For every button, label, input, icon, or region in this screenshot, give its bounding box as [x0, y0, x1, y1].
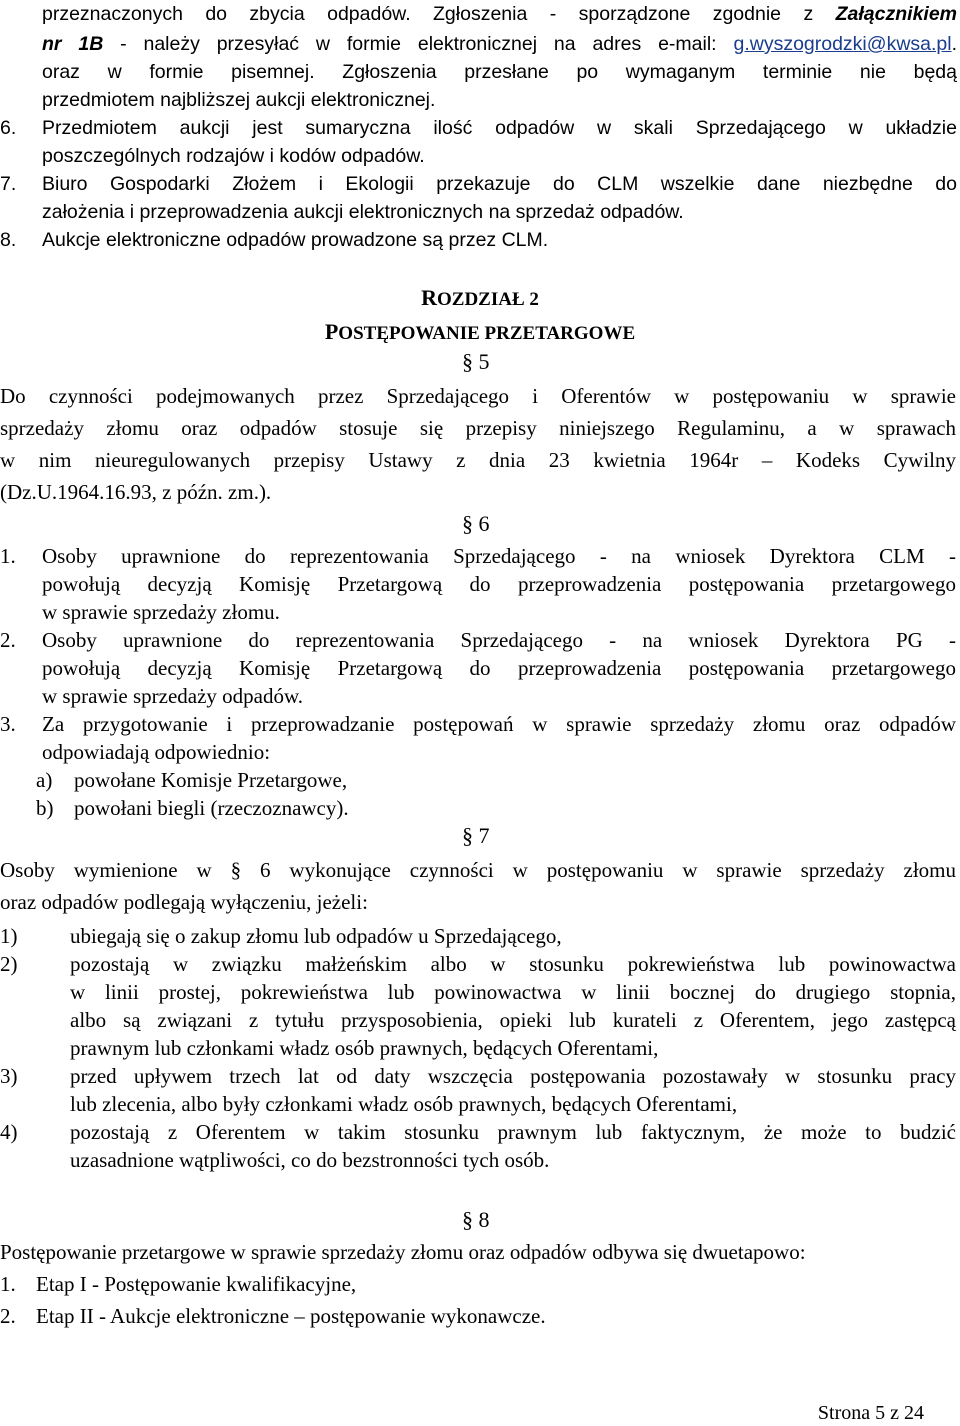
- item-number: 2.: [0, 628, 16, 652]
- text-line: [42, 30, 957, 58]
- text-line: pozostają w związku małżeńskim albo w stosunku pokrewieństwa lub powinowactwa: [70, 952, 956, 976]
- text-line: Biuro Gospodarki Złożem i Ekologii przekazuje do CLM wszelkie dane niezbędne do: [42, 173, 957, 195]
- chapter-title-text: OZDZIAŁ 2: [437, 289, 539, 310]
- text-line: prawnym lub członkami władz osób prawnych, będących Oferentami,: [70, 1036, 659, 1060]
- text-line: Osoby wymienione w § 6 wykonujące czynności w postępowaniu w sprawie sprzedaży złomu: [0, 858, 956, 882]
- text-line: sprzedaży złomu oraz odpadów stosuje się przepisy niniejszego Regulaminu, a w sprawach: [0, 416, 956, 440]
- initial-cap: R: [421, 285, 437, 310]
- sub-item-letter: a): [36, 768, 53, 792]
- text-line: Przedmiotem aukcji jest sumaryczna ilość odpadów w skali Sprzedającego w układzie: [42, 117, 957, 139]
- text-line: w linii prostej, pokrewieństwa lub powinowactwa w linii bocznej do drugiego stopnia,: [70, 980, 956, 1004]
- item-number: 3.: [0, 712, 16, 736]
- page-number: Strona 5 z 24: [817, 1402, 924, 1424]
- item-number: 8.: [0, 229, 17, 251]
- initial-cap: P: [324, 319, 339, 344]
- text-line: powołane Komisje Przetargowe,: [74, 768, 348, 792]
- item-number: 7.: [0, 173, 17, 195]
- item-number: 2): [0, 952, 18, 976]
- text-line: [42, 0, 957, 28]
- text-line: przed upływem trzech lat od daty wszczęcia postępowania pozostawały w stosunku pracy: [70, 1064, 956, 1088]
- email-link[interactable]: g.wyszogrodzki@kwsa.pl: [733, 33, 952, 55]
- text-line: (Dz.U.1964.16.93, z późn. zm.).: [0, 480, 272, 504]
- item-number: 6.: [0, 117, 17, 139]
- item-number: 2.: [0, 1304, 16, 1328]
- text-line: Do czynności podejmowanych przez Sprzedającego i Oferentów w postępowaniu w sprawie: [0, 384, 956, 408]
- text-line: Etap II - Aukcje elektroniczne – postępowanie wykonawcze.: [36, 1304, 546, 1328]
- attachment-ref: nr 1B: [42, 33, 104, 55]
- text-line: albo są związani z tytułu przysposobienia, opieki lub kurateli z Oferentem, jego zastępcą: [70, 1008, 956, 1032]
- period: .: [951, 33, 958, 55]
- item-number: 1.: [0, 544, 16, 568]
- text-line: Aukcje elektroniczne odpadów prowadzone są przez CLM.: [42, 229, 549, 251]
- text-line: ubiegają się o zakup złomu lub odpadów u Sprzedającego,: [70, 924, 562, 948]
- text-line: powołani biegli (rzeczoznawcy).: [74, 796, 349, 820]
- section-sign: § 6: [462, 511, 490, 536]
- item-number: 1.: [0, 1272, 16, 1296]
- text-fragment: - należy przesyłać w formie elektronicznej na adres e-mail:: [120, 33, 717, 55]
- text-line: w sprawie sprzedaży złomu.: [42, 600, 280, 624]
- text-line: założenia i przeprowadzenia aukcji elektronicznych na sprzedaż odpadów.: [42, 201, 684, 223]
- text-line: Za przygotowanie i przeprowadzanie postępowań w sprawie sprzedaży złomu oraz odpadów: [42, 712, 956, 736]
- section-sign: § 7: [462, 823, 490, 848]
- text-line: odpowiadają odpowiednio:: [42, 740, 271, 764]
- chapter-subtitle-text: OSTĘPOWANIE PRZETARGOWE: [338, 323, 636, 344]
- text-line: Osoby uprawnione do reprezentowania Sprzedającego - na wniosek Dyrektora PG -: [42, 628, 956, 652]
- text-fragment: przeznaczonych do zbycia odpadów. Zgłoszenia - sporządzone zgodnie z: [42, 3, 814, 25]
- text-line: poszczególnych rodzajów i kodów odpadów.: [42, 145, 425, 167]
- item-number: 1): [0, 924, 18, 948]
- text-line: w nim nieuregulowanych przepisy Ustawy z dnia 23 kwietnia 1964r – Kodeks Cywilny: [0, 448, 956, 472]
- text-line: Etap I - Postępowanie kwalifikacyjne,: [36, 1272, 357, 1296]
- text-line: oraz odpadów podlegają wyłączeniu, jeżeli:: [0, 890, 368, 914]
- item-number: 4): [0, 1120, 18, 1144]
- text-line: przedmiotem najbliższej aukcji elektronicznej.: [42, 89, 436, 111]
- text-line: oraz w formie pisemnej. Zgłoszenia przesłane po wymaganym terminie nie będą: [42, 61, 957, 83]
- text-line: Osoby uprawnione do reprezentowania Sprzedającego - na wniosek Dyrektora CLM -: [42, 544, 956, 568]
- text-line: w sprawie sprzedaży odpadów.: [42, 684, 304, 708]
- sub-item-letter: b): [36, 796, 54, 820]
- chapter-subtitle: [0, 318, 960, 348]
- text-line: lub zlecenia, albo były członkami władz osób prawnych, będących Oferentami,: [70, 1092, 738, 1116]
- chapter-title: [0, 284, 960, 314]
- text-line: pozostają z Oferentem w takim stosunku prawnym lub faktycznym, że może to budzić: [70, 1120, 956, 1144]
- text-line: uzasadnione wątpliwości, co do bezstronności tych osób.: [70, 1148, 550, 1172]
- section-sign: § 8: [462, 1207, 490, 1232]
- text-line: powołują decyzją Komisję Przetargową do przeprowadzenia postępowania przetargowego: [42, 572, 956, 596]
- item-number: 3): [0, 1064, 18, 1088]
- text-line: Postępowanie przetargowe w sprawie sprzedaży złomu oraz odpadów odbywa się dwuetapowo:: [0, 1240, 806, 1264]
- text-line: powołują decyzją Komisję Przetargową do przeprowadzenia postępowania przetargowego: [42, 656, 956, 680]
- attachment-ref: Załącznikiem: [835, 3, 958, 25]
- section-sign: § 5: [462, 349, 490, 374]
